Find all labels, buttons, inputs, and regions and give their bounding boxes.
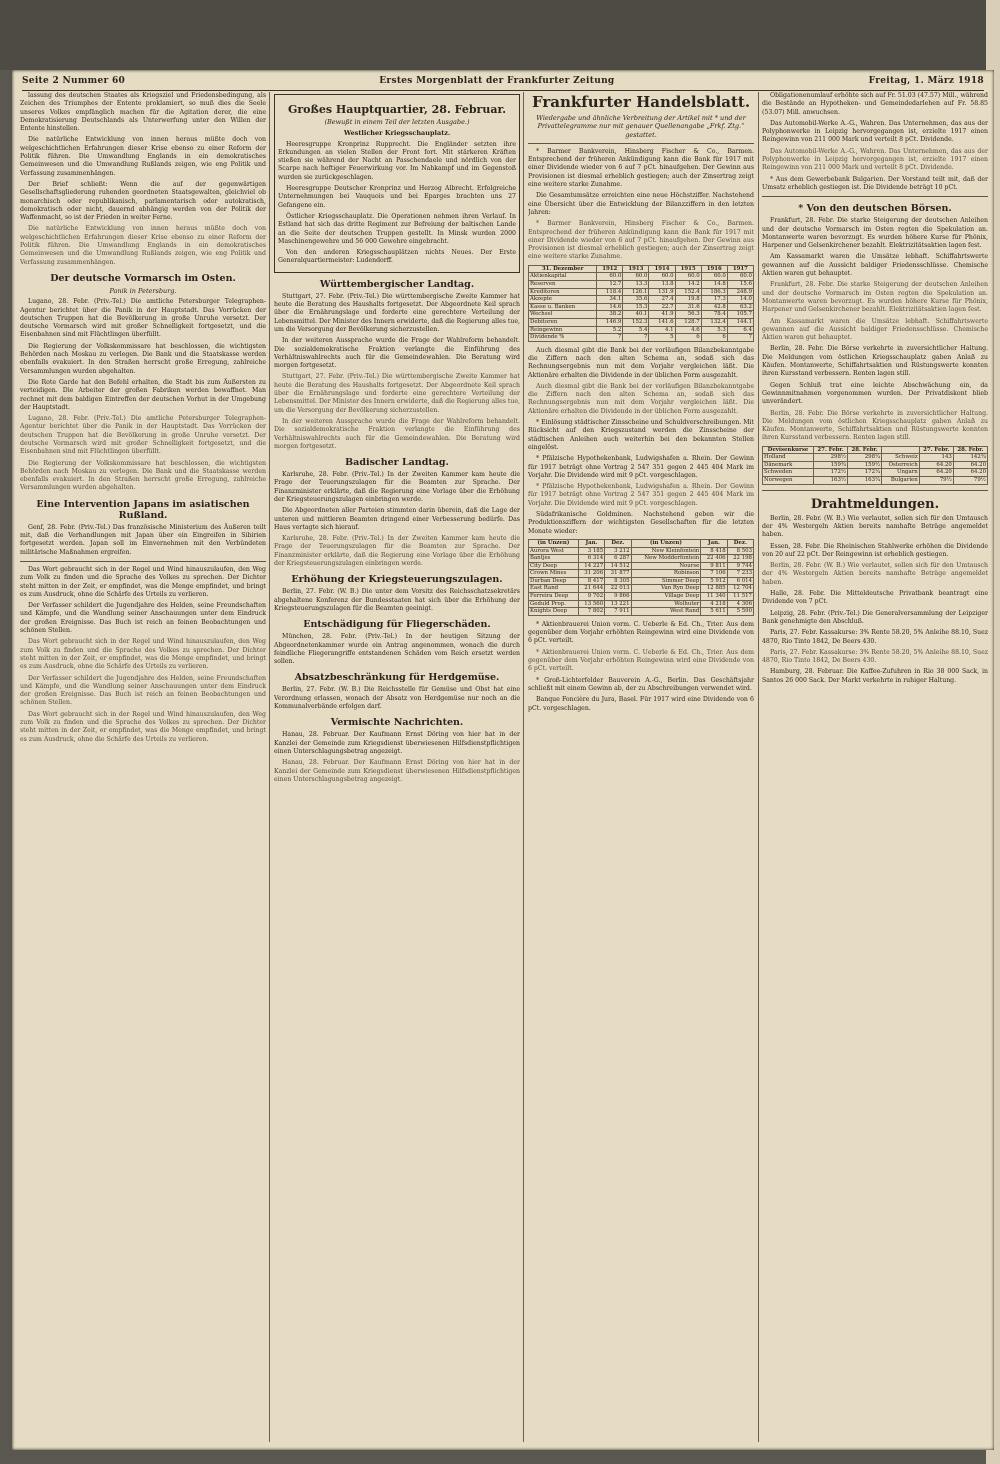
table-cell: 6 [675,334,701,342]
headline: Entschädigung für Fliegerschäden. [303,619,491,631]
table-cell: 60.0 [675,273,701,281]
headline: Absatzbeschränkung für Herdgemüse. [294,672,500,684]
feuilleton-text: Der Verfasser schildert die Jugendjahre des Helden, seine Freundschaften und Kämpfe, und die Wandlung seiner Anschauungen unter dem Eindruck der großen Ereignisse. Das Buch ist reich an feinen Beobachtungen und schönen Stellen. [20,602,266,635]
article-text: Am Kassamarkt waren die Umsätze lebhaft. Schiffahrtswerte gewannen auf die Aussicht baldiger Friedensschlüsse. Chemische Aktien waren gut behauptet. [762,317,988,342]
table-cell: 8 417 [578,577,604,585]
table-cell: 128.7 [675,318,701,326]
divider [528,143,754,144]
table-cell: Akzepte [529,296,597,304]
table-cell: 5 590 [727,608,753,616]
article-text: Die Gesamtumsätze erreichten eine neue Höchstziffer. Nachstehend eine Übersicht über die Entwicklung der Bilanzziffern in den letzten Jahren: [528,192,754,216]
table-row [763,454,988,462]
table-cell: West Rand [631,608,701,616]
subheadline: (Bewußt in einem Teil der letzten Ausgabe.) [324,118,470,126]
table-header-cell: 28. Febr. [848,446,882,454]
table-cell: 5 611 [701,608,727,616]
article-text: Stuttgart, 27. Febr. (Priv.-Tel.) Die württembergische Zweite Kammer hat heute die Beratung des Haushalts fortgesetzt. Der Abgeordnete Keil sprach über die Ernährungslage und forderte eine gerechtere Verteilung der Lebensmittel. Der Minister des Innern erwiderte, daß die Regierung alles tue, um die Versorgung der Bevölkerung sicherzustellen. [274,373,520,414]
article-text: * Aktienbrauerei Union vorm. C. Ueberle & Ed. Ch., Trier. Aus dem gegenüber dem Vorjahr erhöhten Reingewinn wird eine Dividende von 6 pCt. verteilt. [528,620,754,645]
table-cell: 15.6 [727,280,753,288]
article-text: Obligationenumlauf erhöhte sich auf Fr. 51.03 (47.57) Mill., während die Bestände an Hypotheken- und Gemeindedarlehen auf Fr. 58.85 (53.07) Mill. anwuchsen. [762,92,988,116]
subheadline: Westlicher Kriegsschauplatz. [343,129,451,138]
article-text: * Aktienbrauerei Union vorm. C. Ueberle & Ed. Ch., Trier. Aus dem gegenüber dem Vorjahr erhöhten Reingewinn wird eine Dividende von 6 pCt. verteilt. [528,648,754,673]
table-cell: Wolhuter [631,600,701,608]
article-text: Heeresgruppe Deutscher Kronprinz und Herzog Albrecht. Erfolgreiche Unternehmungen bei Vauquois und bei Eparges brachten uns 27 Gefangene ein. [278,185,516,209]
article-text: Banque Foncière du Jura, Basel. Für 1917 wird eine Dividende von 6 pCt. vorgeschlagen. [528,696,754,712]
table-header-cell: 28. Febr. [953,446,987,454]
table-cell: 186.3 [701,288,727,296]
table-cell: 9 811 [701,562,727,570]
table-cell: 12 885 [701,585,727,593]
column-2 [274,92,520,1442]
page-header [22,74,984,91]
divider [20,561,266,562]
article-text: Von den anderen Kriegsschauplätzen nichts Neues. Der Erste Generalquartiermeister: Ludendorff. [278,249,516,265]
article-text: Auch diesmal gibt die Bank bei der vorläufigen Bilanzbekanntgabe die Ziffern nach den alten Schema an, sodaß sich das Rechnungsergebnis nun mit dem Vorjahr vergleichen läßt. Die Aktionäre erhalten die Dividende in der üblichen Form ausgezahlt. [528,382,754,415]
table-cell: 131.9 [649,288,675,296]
article-text: Hamburg, 28. Februar. Die Kaffee-Zufuhren in Rio 38 000 Sack, in Santos 26 000 Sack. Der Markt verkehrte in ruhiger Haltung. [762,668,988,684]
table-cell: 163½ [813,477,847,485]
table-cell: 15.3 [623,303,649,311]
newspaper-page [12,70,994,1450]
table-cell: 172½ [813,469,847,477]
column-4 [762,92,988,1442]
table-header-cell: Dez. [727,539,753,547]
table-header-cell: (in Unzen) [529,539,579,547]
table-cell: 31 877 [605,570,631,578]
table-cell: 126.1 [623,288,649,296]
table-cell: Kreditoren [529,288,597,296]
article-text: München, 28. Febr. (Priv.-Tel.) In der heutigen Sitzung der Abgeordnetenkammer wurde ein Antrag angenommen, wonach die durch feindliche Fliegerangriffe entstandenen Schäden vom Reich ersetzt werden sollen. [274,633,520,666]
table-cell: 21 644 [578,585,604,593]
table-cell: Holland [763,454,814,462]
article-text: Lugano, 28. Febr. (Priv.-Tel.) Die amtliche Petersburger Telegraphen-Agentur berichtet über die Panik in der Hauptstadt. Das Vorrücken der deutschen Truppen hat die Bevölkerung in große Unruhe versetzt. Der deutsche Vormarsch wird mit großer Schnelligkeit fortgesetzt, und die Eisenbahnen sind mit Flüchtlingen überfüllt. [20,415,266,456]
table-row [529,577,754,585]
table-cell: 8 418 [701,547,727,555]
table-cell: 64.20 [953,469,987,477]
article-text: Die Regierung der Volkskommissare hat beschlossen, die wichtigsten Behörden nach Moskau zu verlegen. Die Bank und die Staatskasse werden ebenfalls evakuiert. In den Straßen herrscht große Erregung, zahlreiche Versammlungen wurden abgehalten. [20,342,266,375]
exchange-rates-table [762,446,988,485]
table-cell: 6.4 [727,326,753,334]
table-cell: 56.3 [675,311,701,319]
table-row [529,273,754,281]
column-1 [20,92,266,1442]
table-row [529,318,754,326]
table-cell: Aurora West [529,547,579,555]
article-text: Berlin, 28. Febr. Die Börse verkehrte in zuversichtlicher Haltung. Die Meldungen vom östlichen Kriegsschauplatz gaben Anlaß zu Käufen. Montanwerte, Schiffahrtsaktien und Rüstungswerte konnten ihren Kursstand verbessern. Renten lagen still. [762,409,988,442]
feuilleton-text: Der Verfasser schildert die Jugendjahre des Helden, seine Freundschaften und Kämpfe, und die Wandlung seiner Anschauungen unter dem Eindruck der großen Ereignisse. Das Buch ist reich an feinen Beobachtungen und schönen Stellen. [20,674,266,707]
article-text: Heeresgruppe Kronprinz Rupprecht. Die Engländer setzten ihre Erkundungen an vielen Stellen der Front fort. Mit stärkeren Kräften stießen sie während der Nacht an Passchendaele und nördlich von der Scarpe nach heftiger Feuerwirkung vor. Im Nahkampf und im Gegenstoß wurden sie zurückgeschlagen. [278,140,516,181]
table-cell: 298¼ [848,454,882,462]
article-text: Die natürliche Entwicklung von innen heraus müßte doch von welgeschichtlichen Erfahrungen dieser Krise ebenso zu einer Reform der Politik führen. Die Umwandlung Englands in ein demokratisches Gemeinwesen und die Umwandlung Rußlands zeigen, wie eng Politik und Verfassung zusammenhängen. [20,225,266,266]
table-cell: 141.6 [649,318,675,326]
table-cell: 6 287 [605,555,631,563]
table-cell: 7 106 [701,570,727,578]
table-cell: 4 218 [701,600,727,608]
feuilleton-text: Das Wort gebraucht sich in der Regel und Wind hinauszulaufen, den Weg zum Volk zu finden und die Sprache des Volkes zu sprechen. Der Dichter steht mitten in der Zeit, er empfindet, was die Menge empfindet, und bringt es zum Ausdruck, ohne die Schärfe des Urteils zu verlieren. [20,565,266,598]
table-cell: 6 314 [578,555,604,563]
section-title: Frankfurter Handelsblatt. [531,93,751,111]
table-row [529,326,754,334]
table-cell: 7 911 [605,608,631,616]
table-row [529,334,754,342]
table-cell: Reingewinn [529,326,597,334]
table-cell: East Rand [529,585,579,593]
table-cell: Ungarn [882,469,920,477]
table-cell: 38.2 [597,311,623,319]
table-cell: 159¾ [813,461,847,469]
table-cell: 7 802 [578,608,604,616]
header-center: Erstes Morgenblatt der Frankfurter Zeitung [379,76,615,86]
table-cell: 64.20 [919,461,953,469]
table-cell: 9 866 [605,593,631,601]
article-text: Leipzig, 28. Febr. (Priv.-Tel.) Die Generalversammlung der Leipziger Bank genehmigte den Abschluß. [762,609,988,625]
table-header-cell: 1916 [701,265,727,273]
table-cell: 4.6 [675,326,701,334]
headline: Erhöhung der Kriegsteuerungszulagen. [291,574,503,586]
table-cell: 6 014 [727,577,753,585]
table-cell: 31.6 [675,303,701,311]
column-rule [758,92,759,1442]
table-cell: 41.9 [649,311,675,319]
article-text: lassung des deutschen Staates als Kriegsziel und Friedensbedingung, als Zeichen des Triumphes der Entente proklamiert, so muß dies die Seele unseres Volkes empfänglich machen für die Agitation derer, die eine Demokratisierung Deutschlands als Unterwerfung unter den Willen der Entente hinstellen. [20,92,266,133]
headline: Vermischte Nachrichten. [330,717,464,729]
table-cell: 5.3 [701,326,727,334]
table-cell: 146.9 [597,318,623,326]
table-header-cell: Jan. [578,539,604,547]
table-row [529,288,754,296]
table-cell: Schweden [763,469,814,477]
table-header-cell: Jan. [701,539,727,547]
table-cell: 12 704 [727,585,753,593]
table-cell: Bantjes [529,555,579,563]
headline: Großes Hauptquartier, 28. Februar. [287,103,507,116]
article-text: Halle, 28. Febr. Die Mitteldeutsche Privatbank beantragt eine Dividende von 7 pCt. [762,590,988,606]
table-cell: Schweiz [882,454,920,462]
article-text: Hanau, 28. Februar. Der Kaufmann Ernst Döring von hier hat in der Kanzlei der Gemeinde zum Kriegsdienst überwiesenen Hilfsdienstpflichtigen einen Unterschlagungsbetrag angezeigt. [274,759,520,783]
table-cell: 298½ [813,454,847,462]
headline: Württembergischer Landtag. [319,278,475,290]
table-cell: New Kleinfontein [631,547,701,555]
subheadline: Panik in Petersburg. [109,286,177,295]
table-cell: 6 [701,334,727,342]
table-row [529,280,754,288]
table-cell: 5.4 [623,326,649,334]
article-text: Frankfurt, 28. Febr. Die starke Steigerung der deutschen Anleihen und der deutsche Vormarsch im Osten regten die Spekulation an. Montanwerte waren bevorzugt. Es wurden höhere Kurse für Phönix, Harpener und Gelsenkirchener bezahlt. Elektrizitätsaktien lagen fest. [762,217,988,250]
table-header-cell: 31. Dezember [529,265,597,273]
table-cell: 5.2 [597,326,623,334]
table-cell: 40.1 [623,311,649,319]
table-cell: 27.4 [649,296,675,304]
article-text: Die Rote Garde hat den Befehl erhalten, die Stadt bis zum Äußersten zu verteidigen. Die Arbeiter der großen Fabriken werden bewaffnet. Man rechnet mit dem baldigen Eintreffen der deutschen Vorhut in der Umgebung der Hauptstadt. [20,378,266,411]
table-cell: 9 702 [578,593,604,601]
table-cell: Debitoren [529,318,597,326]
table-cell: 22 406 [701,555,727,563]
table-cell: 13 560 [578,600,604,608]
table-cell: 248.9 [727,288,753,296]
article-text: * Pfälzische Hypothekenbank, Ludwigshafen a. Rhein. Der Gewinn für 1917 beträgt ohne Vortrag 2 547 351 gegen 2 445 404 Mark im Vorjahr. Die Dividende wird mit 9 pCt. vorgeschlagen. [528,483,754,507]
table-row [529,593,754,601]
column-rule [523,92,524,1442]
article-text: Südafrikanische Goldminen. Nachstehend geben wir die Produktionsziffern der wichtigsten Gesellschaften für die letzten Monate wieder: [528,511,754,535]
table-cell: 35.6 [623,296,649,304]
table-cell: 14 227 [578,562,604,570]
table-cell: 4 306 [727,600,753,608]
table-cell: 14.8 [701,280,727,288]
table-cell: 11 340 [701,593,727,601]
table-cell: Geduld Prop. [529,600,579,608]
table-cell: 5 [649,334,675,342]
table-cell: 3 185 [578,547,604,555]
divider [762,490,988,491]
article-text: * Groß-Lichterfelder Bauverein A.-G., Berlin. Das Geschäftsjahr schließt mit einem Gewinn ab, der zu Abschreibungen verwendet wird. [528,676,754,692]
article-text: Essen, 28. Febr. Die Rheinischen Stahlwerke erhöhen die Dividende von 20 auf 22 pCt. Der Reingewinn ist erheblich gestiegen. [762,542,988,558]
table-cell: 19.8 [675,296,701,304]
table-cell: 4.1 [649,326,675,334]
table-cell: 143 [919,454,953,462]
table-cell: 152.3 [623,318,649,326]
table-header-cell: 1915 [675,265,701,273]
table-cell: Norwegen [763,477,814,485]
table-cell: 79½ [953,477,987,485]
article-text: Berlin, 28. Febr. Die Börse verkehrte in zuversichtlicher Haltung. Die Meldungen vom östlichen Kriegsschauplatz gaben Anlaß zu Käufen. Montanwerte, Schiffahrtsaktien und Rüstungswerte konnten ihren Kursstand verbessern. Renten lagen still. [762,345,988,378]
headline: * Von den deutschen Börsen. [798,203,952,215]
table-cell: 13.8 [649,280,675,288]
table-row [529,608,754,616]
headline: Badischer Landtag. [345,457,449,469]
table-cell: 8 503 [727,547,753,555]
table-cell: Knights Deep [529,608,579,616]
article-text: * Einlösung städtischer Zinsscheine und Schuldverschreibungen. Mit Rücksicht auf den Kriegszustand werden die Zinsscheine der städtischen Anleihen auch weiterhin bei den bekannten Stellen eingelöst. [528,419,754,451]
table-cell: 132.4 [701,318,727,326]
table-row [529,600,754,608]
headline: Der deutsche Vormarsch im Osten. [50,272,236,284]
table-row [529,562,754,570]
article-text: Die Abgeordneten aller Parteien stimmten darin überein, daß die Lage der unteren und mittleren Beamten dringend einer Verbesserung bedürfe. Das Haus vertagte sich hierauf. [274,507,520,531]
table-header-cell: 1913 [623,265,649,273]
table-cell: 22 013 [605,585,631,593]
table-cell: 60.0 [623,273,649,281]
table-cell: 34.1 [597,296,623,304]
article-text: Karlsruhe, 28. Febr. (Priv.-Tel.) In der Zweiten Kammer kam heute die Frage der Teuerungszulagen für die Beamten zur Sprache. Der Finanzminister erklärte, daß die Regierung eine Vorlage über die Erhöhung der Kriegsteuerungszulagen einbringen werde. [274,535,520,568]
table-cell: 7 [727,334,753,342]
table-row [529,296,754,304]
article-text: Lugano, 28. Febr. (Priv.-Tel.) Die amtliche Petersburger Telegraphen-Agentur berichtet über die Panik in der Hauptstadt. Das Vorrücken der deutschen Truppen hat die Bevölkerung in große Unruhe versetzt. Der deutsche Vormarsch wird mit großer Schnelligkeit fortgesetzt, und die Eisenbahnen sind mit Flüchtlingen überfüllt. [20,298,266,339]
article-text: * Barmer Bankverein, Hinsberg Fischer & Co., Barmen. Entsprechend der früheren Ankündigung kann die Bank für 1917 mit einer Dividende wieder von 6 auf 7 pCt. hinaufgehen. Der Gewinn aus Provisionen ist diesmal erheblich gestiegen; auch der Zinsertrag zeigt eine weitere starke Zunahme. [528,147,754,189]
article-text: Stuttgart, 27. Febr. (Priv.-Tel.) Die württembergische Zweite Kammer hat heute die Beratung des Haushalts fortgesetzt. Der Abgeordnete Keil sprach über die Ernährungslage und forderte eine gerechtere Verteilung der Lebensmittel. Der Minister des Innern erwiderte, daß die Regierung alles tue, um die Versorgung der Bevölkerung sicherzustellen. [274,292,520,333]
table-cell: 17.3 [701,296,727,304]
table-cell: 64.20 [919,469,953,477]
table-cell: Aktienkapital [529,273,597,281]
table-cell: 7 [623,334,649,342]
article-text: In der weiteren Aussprache wurde die Frage der Wahlreform behandelt. Die sozialdemokratische Fraktion verlangte die Einführung des Verhältniswahlrechts auch für die Gemeindewahlen. Die Beratung wird morgen fortgesetzt. [274,337,520,370]
column-3 [528,92,754,1442]
table-cell: Kasse u. Banken [529,303,597,311]
article-text: * Barmer Bankverein, Hinsberg Fischer & Co., Barmen. Entsprechend der früheren Ankündigung kann die Bank für 1917 mit einer Dividende wieder von 6 auf 7 pCt. hinaufgehen. Der Gewinn aus Provisionen ist diesmal erheblich gestiegen; auch der Zinsertrag zeigt eine weitere starke Zunahme. [528,220,754,261]
article-text: Das Automobil-Werke A.-G., Wahren. Das Unternehmen, das aus der Polyphonwerke in Leipzig hervorgegangen ist, erzielte 1917 einen Reingewinn von 211 000 Mark und verteilt 8 pCt. Dividende. [762,147,988,172]
section-note: Wiedergabe und ähnliche Verbreitung der Artikel mit * und der Privattelegramme nur mit genauer Quellenangabe „Frkf. Ztg.“ gestattet. [536,114,746,139]
table-cell: Robinson [631,570,701,578]
table-cell: Crown Mines [529,570,579,578]
header-right: Freitag, 1. März 1918 [868,76,984,86]
top-background [0,0,1000,70]
feuilleton-text: Das Wort gebraucht sich in der Regel und Wind hinauszulaufen, den Weg zum Volk zu finden und die Sprache des Volkes zu sprechen. Der Dichter steht mitten in der Zeit, er empfindet, was die Menge empfindet, und bringt es zum Ausdruck, ohne die Schärfe des Urteils zu verlieren. [20,638,266,671]
table-cell: New Modderfontein [631,555,701,563]
table-cell: 7 233 [727,570,753,578]
article-text: Die natürliche Entwicklung von innen heraus müßte doch von welgeschichtlichen Erfahrungen dieser Krise ebenso zu einer Reform der Politik führen. Die Umwandlung Englands in ein demokratisches Gemeinwesen und die Umwandlung Rußlands zeigen, wie eng Politik und Verfassung zusammenhängen. [20,136,266,177]
article-text: * Pfälzische Hypothekenbank, Ludwigshafen a. Rhein. Der Gewinn für 1917 beträgt ohne Vortrag 2 547 351 gegen 2 445 404 Mark im Vorjahr. Die Dividende wird mit 9 pCt. vorgeschlagen. [528,455,754,479]
table-cell: Village Deep [631,593,701,601]
table-cell: Simmer Deep [631,577,701,585]
article-text: Berlin, 28. Febr. (W. B.) Wie verlautet, sollen sich für den Umtausch der 4% Westergeln Aktien bereits namhafte Beträge angemeldet haben. [762,514,988,539]
table-header-cell: Devisenkurse [763,446,814,454]
table-cell: Dänemark [763,461,814,469]
table-row [529,303,754,311]
article-text: Karlsruhe, 28. Febr. (Priv.-Tel.) In der Zweiten Kammer kam heute die Frage der Teuerungszulagen für die Beamten zur Sprache. Der Finanzminister erklärte, daß die Regierung eine Vorlage über die Erhöhung der Kriegsteuerungszulagen einbringen werde. [274,471,520,503]
table-cell: 64.20 [953,461,987,469]
column-rule [269,92,270,1442]
feuilleton-text: Das Wort gebraucht sich in der Regel und Wind hinauszulaufen, den Weg zum Volk zu finden und die Sprache des Volkes zu sprechen. Der Dichter steht mitten in der Zeit, er empfindet, was die Menge empfindet, und bringt es zum Ausdruck, ohne die Schärfe des Urteils zu verlieren. [20,710,266,743]
table-cell: Reserven [529,280,597,288]
table-header-row [529,539,754,547]
table-cell: Nourse [631,562,701,570]
table-cell: 144.1 [727,318,753,326]
table-header-cell: 1917 [727,265,753,273]
table-cell: 9 744 [727,562,753,570]
article-text: Genf, 28. Febr. (Priv.-Tel.) Das französische Ministerium des Äußeren teilt mit, daß die Verhandlungen mit Japan über ein Eingreifen in Sibirien fortgesetzt werden. Japan soll im Einvernehmen mit den Verbündeten militärische Maßnahmen ergreifen. [20,523,266,556]
table-cell: Van Ryn Deep [631,585,701,593]
table-cell: 63.2 [727,303,753,311]
article-text: In der weiteren Aussprache wurde die Frage der Wahlreform behandelt. Die sozialdemokratische Fraktion verlangte die Einführung des Verhältniswahlrechts auch für die Gemeindewahlen. Die Beratung wird morgen fortgesetzt. [274,417,520,450]
table-cell: 152.4 [675,288,701,296]
table-row [529,570,754,578]
table-header-cell: Dez. [605,539,631,547]
table-cell: Dividende % [529,334,597,342]
table-cell: Wechsel [529,311,597,319]
table-cell: City Deep [529,562,579,570]
table-cell: 13.3 [623,280,649,288]
table-cell: 60.0 [649,273,675,281]
article-text: Frankfurt, 28. Febr. Die starke Steigerung der deutschen Anleihen und der deutsche Vormarsch im Osten regten die Spekulation an. Montanwerte waren bevorzugt. Es wurden höhere Kurse für Phönix, Harpener und Gelsenkirchener bezahlt. Elektrizitätsaktien lagen fest. [762,281,988,314]
table-cell: 105.7 [727,311,753,319]
table-row [529,547,754,555]
table-cell: 142¾ [953,454,987,462]
article-text: Gegen Schluß trat eine leichte Abschwächung ein, da Gewinnmitnahmen vorgenommen wurden. Der Privatdiskont blieb unverändert. [762,381,988,406]
article-text: Das Automobil-Werke A.-G., Wahren. Das Unternehmen, das aus der Polyphonwerke in Leipzig hervorgegangen ist, erzielte 1917 einen Reingewinn von 211 000 Mark und verteilt 8 pCt. Dividende. [762,119,988,144]
table-cell: 8 305 [605,577,631,585]
table-cell: Durban Deep [529,577,579,585]
article-text: Die Regierung der Volkskommissare hat beschlossen, die wichtigsten Behörden nach Moskau zu verlegen. Die Bank und die Staatskasse werden ebenfalls evakuiert. In den Straßen herrscht große Erregung, zahlreiche Versammlungen wurden abgehalten. [20,459,266,492]
table-cell: 79½ [919,477,953,485]
goldmine-production-table [528,539,754,616]
table-cell: 5 912 [701,577,727,585]
bank-balance-table [528,265,754,342]
table-cell: 7 [597,334,623,342]
table-cell: 11 517 [727,593,753,601]
table-header-cell: 1914 [649,265,675,273]
table-cell: 14.0 [727,296,753,304]
article-text: Der Brief schließt: Wenn die auf der gegenwärtigen Gesellschaftsgliederung ruhenden geordneten Staatsgewalten, gleichviel ob monarchisch oder republikanisch, parlamentarisch oder autokratisch, demokratisch oder nicht, dauernd abhängig werden von der Politik der Waffenmacht, so ist der Frieden in weiter Ferne. [20,180,266,222]
table-row [763,477,988,485]
table-cell: 14 512 [605,562,631,570]
table-cell: 12.7 [597,280,623,288]
table-header-cell: (in Unzen) [631,539,701,547]
table-cell: 14.6 [597,303,623,311]
table-row [529,311,754,319]
table-cell: 118.4 [597,288,623,296]
table-cell: 42.8 [701,303,727,311]
article-text: Berlin, 27. Febr. (W. B.) Die unter dem Vorsitz des Reichsschatzsekretärs abgehaltene Konferenz der Bundesstaaten hat sich über die Erhöhung der Kriegsteuerungszulagen für die Beamten geeinigt. [274,588,520,612]
table-header-cell: 27. Febr. [813,446,847,454]
table-header-row [529,265,754,273]
article-text: Auch diesmal gibt die Bank bei der vorläufigen Bilanzbekanntgabe die Ziffern nach den alten Schema an, sodaß sich das Rechnungsergebnis nun mit dem Vorjahr vergleichen läßt. Die Aktionäre erhalten die Dividende in der üblichen Form ausgezahlt. [528,346,754,379]
table-cell: Bulgarien [882,477,920,485]
headline: Drahtmeldungen. [810,496,940,512]
table-header-cell [882,446,920,454]
table-cell: 31 206 [578,570,604,578]
table-cell: Österreich [882,461,920,469]
article-text: Am Kassamarkt waren die Umsätze lebhaft. Schiffahrtswerte gewannen auf die Aussicht baldiger Friedensschlüsse. Chemische Aktien waren gut behauptet. [762,253,988,278]
army-report-box [274,94,520,273]
article-text: Hanau, 28. Februar. Der Kaufmann Ernst Döring von hier hat in der Kanzlei der Gemeinde zum Kriegsdienst überwiesenen Hilfsdienstpflichtigen einen Unterschlagungsbetrag angezeigt. [274,731,520,755]
table-cell: 172¼ [848,469,882,477]
table-cell: 60.0 [701,273,727,281]
article-text: * Aus dem Gewerbebank Bulgarien. Der Vorstand teilt mit, daß der Umsatz erheblich gestiegen ist. Die Dividende beträgt 10 pCt. [762,175,988,191]
table-cell: 78.4 [701,311,727,319]
table-cell: 13 221 [605,600,631,608]
table-row [763,461,988,469]
table-header-cell: 1912 [597,265,623,273]
table-cell: 14.2 [675,280,701,288]
header-left: Seite 2 Nummer 60 [22,76,126,86]
table-cell: 3 212 [605,547,631,555]
table-cell: 60.0 [727,273,753,281]
divider [762,196,988,197]
table-header-cell: 27. Febr. [919,446,953,454]
headline: Eine Intervention Japans im asiatischen Rußland. [36,498,250,521]
table-cell: 22.7 [649,303,675,311]
article-text: Paris, 27. Febr. Kassakurse: 3% Rente 58.20, 5% Anleihe 88.10, Suez 4870, Rio Tinto 1842, De Beers 430. [762,629,988,645]
table-row [529,585,754,593]
table-cell: 163¼ [848,477,882,485]
table-header-row [763,446,988,454]
table-cell: Ferreira Deep [529,593,579,601]
article-text: Paris, 27. Febr. Kassakurse: 3% Rente 58.20, 5% Anleihe 88.10, Suez 4870, Rio Tinto 1842, De Beers 430. [762,648,988,665]
table-cell: 60.0 [597,273,623,281]
table-row [763,469,988,477]
table-cell: 22 198 [727,555,753,563]
article-text: Östlicher Kriegsschauplatz. Die Operationen nehmen ihren Verlauf. In Estland hat sich das dritte Regiment zur Befreiung der baltischen Lande an die Seite der deutschen Truppen gestellt. In Minsk wurden 2000 Maschinengewehre und 56 000 Gewehre eingebracht. [278,212,516,245]
article-text: Berlin, 27. Febr. (W. B.) Die Reichsstelle für Gemüse und Obst hat eine Verordnung erlassen, wonach der Absatz von Herdgemüse nur noch an die Kommunalverbände erfolgen darf. [274,686,520,711]
article-text: Berlin, 28. Febr. (W. B.) Wie verlautet, sollen sich für den Umtausch der 4% Westergeln Aktien bereits namhafte Beträge angemeldet haben. [762,562,988,586]
table-row [529,555,754,563]
table-cell: 159½ [848,461,882,469]
